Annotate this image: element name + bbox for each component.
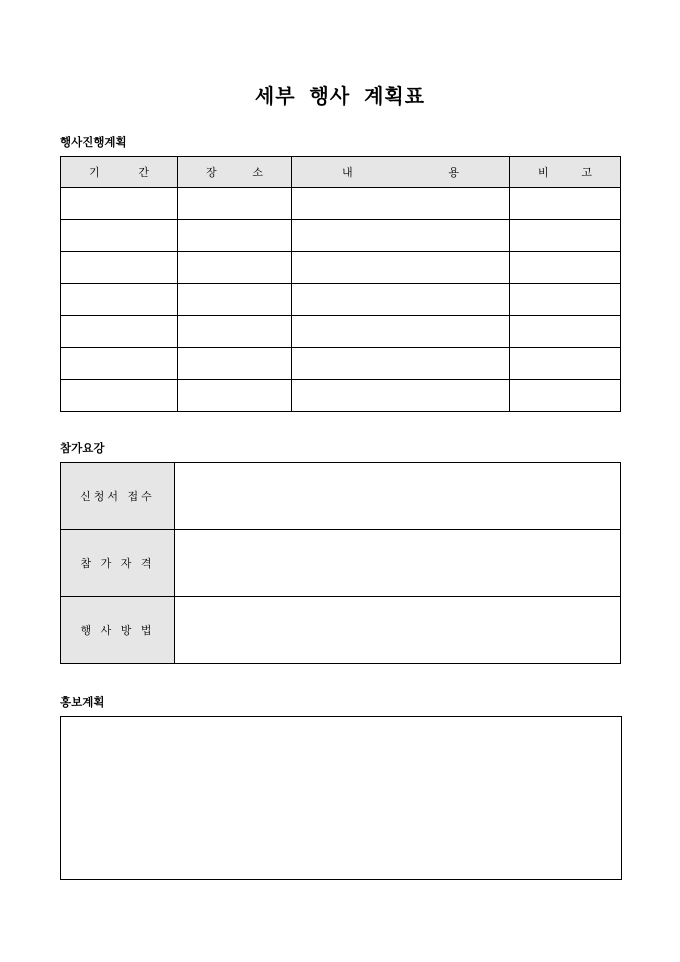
table-row [61, 463, 621, 530]
table-row [61, 284, 621, 316]
cell-period[interactable] [61, 316, 178, 348]
cell-place[interactable] [178, 380, 292, 412]
table-row [61, 348, 621, 380]
header-remarks: 비 고 [510, 157, 621, 188]
cell-place[interactable] [178, 316, 292, 348]
table-row [61, 220, 621, 252]
cell-period[interactable] [61, 188, 178, 220]
requirements-section-label: 참가요강 [60, 441, 105, 455]
req-value-application[interactable] [175, 463, 621, 530]
cell-period[interactable] [61, 348, 178, 380]
cell-place[interactable] [178, 348, 292, 380]
cell-content[interactable] [292, 380, 510, 412]
table-row [61, 380, 621, 412]
cell-period[interactable] [61, 380, 178, 412]
cell-content[interactable] [292, 220, 510, 252]
cell-remarks[interactable] [510, 188, 621, 220]
promotion-section-label: 홍보계획 [60, 695, 105, 709]
req-label-eligibility: 참 가 자 격 [61, 530, 175, 597]
header-content: 내 용 [292, 157, 510, 188]
schedule-table [60, 156, 621, 412]
table-row [61, 316, 621, 348]
cell-place[interactable] [178, 220, 292, 252]
cell-place[interactable] [178, 252, 292, 284]
req-label-method: 행 사 방 법 [61, 597, 175, 664]
cell-remarks[interactable] [510, 348, 621, 380]
cell-content[interactable] [292, 188, 510, 220]
cell-content[interactable] [292, 316, 510, 348]
schedule-section-label: 행사진행계획 [60, 135, 127, 149]
table-row [61, 530, 621, 597]
req-value-method[interactable] [175, 597, 621, 664]
page-title: 세부 행사 계획표 [254, 84, 426, 108]
cell-remarks[interactable] [510, 220, 621, 252]
cell-place[interactable] [178, 188, 292, 220]
cell-period[interactable] [61, 252, 178, 284]
table-row [61, 597, 621, 664]
schedule-header-row [61, 157, 621, 188]
cell-period[interactable] [61, 220, 178, 252]
req-value-eligibility[interactable] [175, 530, 621, 597]
cell-place[interactable] [178, 284, 292, 316]
requirements-table [60, 462, 621, 664]
cell-remarks[interactable] [510, 284, 621, 316]
cell-period[interactable] [61, 284, 178, 316]
promotion-plan-box[interactable] [60, 716, 622, 880]
req-label-application: 신청서 접수 [61, 463, 175, 530]
cell-content[interactable] [292, 252, 510, 284]
cell-content[interactable] [292, 284, 510, 316]
cell-remarks[interactable] [510, 316, 621, 348]
table-row [61, 252, 621, 284]
cell-content[interactable] [292, 348, 510, 380]
header-period: 기 간 [61, 157, 178, 188]
cell-remarks[interactable] [510, 380, 621, 412]
cell-remarks[interactable] [510, 252, 621, 284]
table-row [61, 188, 621, 220]
header-place: 장 소 [178, 157, 292, 188]
